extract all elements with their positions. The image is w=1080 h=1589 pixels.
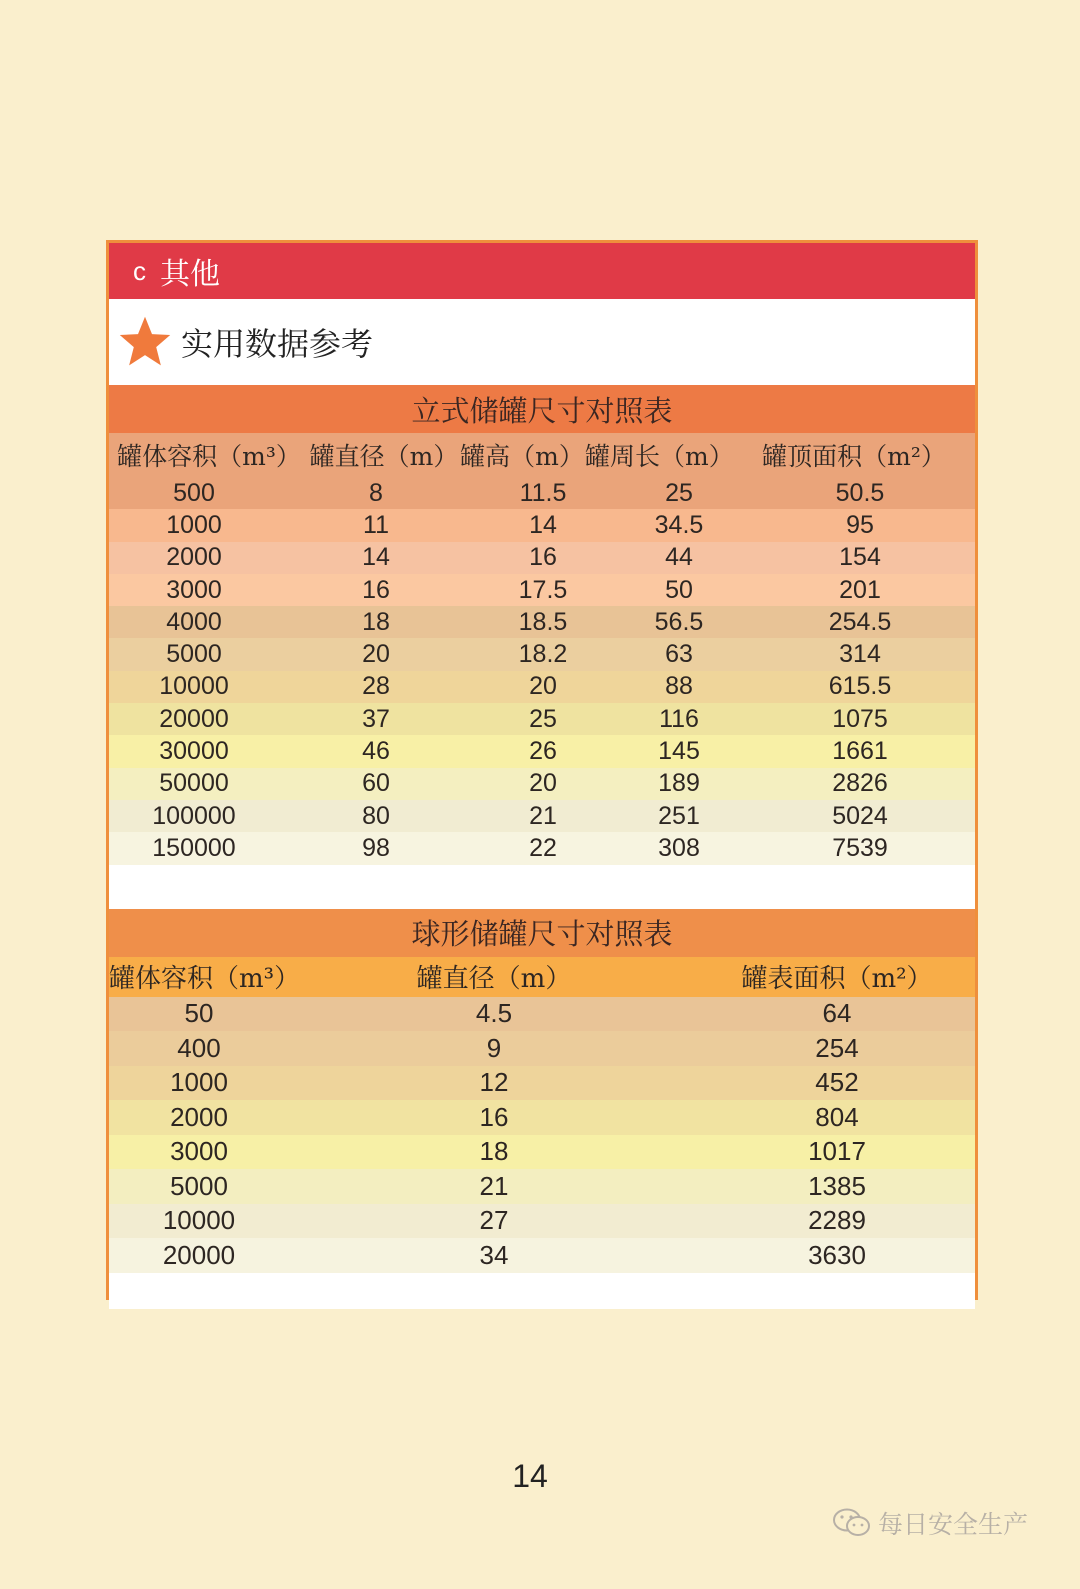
table-cell: 11.5: [519, 478, 567, 507]
table-cell: 14: [362, 543, 390, 572]
table-cell: 95: [846, 510, 874, 539]
table-cell: 21: [479, 1170, 509, 1201]
table-row: [109, 1238, 975, 1273]
table-cell: 18: [479, 1136, 509, 1167]
table-cell: 50.5: [835, 478, 885, 507]
table-cell: 154: [839, 543, 881, 572]
table-cell: 88: [665, 672, 693, 701]
table-row: [109, 832, 975, 864]
table-cell: 56.5: [654, 607, 704, 636]
table-cell: 50000: [159, 769, 229, 798]
table-cell: 254: [815, 1032, 859, 1063]
table-cell: 25: [529, 704, 557, 733]
table-row: [109, 1100, 975, 1135]
table-spacer: [109, 865, 975, 909]
table-row: [109, 606, 975, 638]
table-cell: 3000: [166, 575, 222, 604]
table-cell: 28: [362, 672, 390, 701]
table-cell: 2826: [832, 769, 888, 798]
table-cell: 5024: [832, 801, 888, 830]
table-cell: 400: [177, 1032, 221, 1063]
table-row: [109, 1169, 975, 1204]
table-cell: 8: [369, 478, 383, 507]
table-cell: 50: [184, 998, 214, 1029]
table-row: [109, 997, 975, 1032]
table-row: [109, 1204, 975, 1239]
table-cell: 314: [839, 640, 881, 669]
table-cell: 30000: [159, 737, 229, 766]
table-cell: 804: [815, 1101, 859, 1132]
watermark-text: 每日安全生产: [878, 1510, 1029, 1539]
table-cell: 308: [658, 833, 700, 862]
table-cell: 25: [665, 478, 693, 507]
table-cell: 16: [362, 575, 390, 604]
table-cell: 10000: [159, 672, 229, 701]
table-row: [109, 574, 975, 606]
section-header: [109, 243, 975, 299]
table-cell: 251: [658, 801, 700, 830]
column-header: 罐体容积（m³）: [109, 964, 301, 995]
vertical-tank-table: [109, 433, 975, 865]
wechat-icon: [832, 1507, 872, 1539]
spherical-tank-table: [109, 957, 975, 1273]
table-cell: 500: [173, 478, 215, 507]
column-header: 罐周长（m）: [585, 442, 734, 471]
page-number: 14: [512, 1458, 548, 1494]
section-title: 其他: [160, 257, 220, 292]
column-header: 罐体容积（m³）: [117, 442, 301, 471]
table-cell: 2000: [166, 543, 222, 572]
table-header-row: [109, 433, 975, 477]
table-cell: 5000: [170, 1170, 228, 1201]
table-cell: 100000: [152, 801, 236, 830]
column-header: 罐直径（m）: [309, 442, 459, 471]
table-cell: 16: [529, 543, 557, 572]
table-cell: 50: [665, 575, 693, 604]
table-cell: 11: [363, 510, 389, 539]
table-cell: 16: [479, 1101, 509, 1132]
table-row: [109, 1031, 975, 1066]
table-cell: 201: [839, 575, 881, 604]
table-cell: 12: [479, 1067, 509, 1098]
column-header: 罐表面积（m²）: [741, 964, 933, 995]
table-cell: 63: [665, 640, 693, 669]
table-cell: 2289: [808, 1205, 866, 1236]
table-cell: 1075: [832, 704, 888, 733]
table-cell: 1000: [170, 1067, 228, 1098]
table-header-row: [109, 957, 975, 997]
table1-title: 立式储罐尺寸对照表: [109, 385, 975, 433]
table-cell: 4.5: [475, 998, 513, 1029]
table-cell: 34.5: [654, 510, 704, 539]
subheading-text: 实用数据参考: [181, 325, 374, 363]
table-cell: 189: [658, 769, 700, 798]
table-row: [109, 509, 975, 541]
star-icon: [117, 314, 173, 370]
table-cell: 26: [529, 737, 557, 766]
table-row: [109, 768, 975, 800]
table-row: [109, 671, 975, 703]
table-cell: 44: [665, 543, 693, 572]
table-row: [109, 542, 975, 574]
table-cell: 34: [479, 1239, 509, 1270]
table-cell: 1000: [166, 510, 222, 539]
column-header: 罐顶面积（m²）: [762, 442, 946, 471]
table-cell: 452: [815, 1067, 859, 1098]
table-cell: 27: [479, 1205, 509, 1236]
table-cell: 20: [529, 769, 557, 798]
table-row: [109, 703, 975, 735]
table-cell: 1385: [808, 1170, 866, 1201]
table-cell: 46: [362, 737, 390, 766]
section-letter: c: [133, 255, 146, 286]
table-cell: 20: [529, 672, 557, 701]
table-row: [109, 735, 975, 767]
table-cell: 1017: [808, 1136, 866, 1167]
table-cell: 5000: [166, 640, 222, 669]
table-cell: 98: [362, 833, 390, 862]
table-spacer: [109, 1273, 975, 1309]
table-cell: 37: [362, 704, 390, 733]
content-card: [106, 240, 978, 1300]
table-cell: 615.5: [828, 672, 892, 701]
table-cell: 116: [659, 704, 699, 733]
table-cell: 9: [486, 1032, 502, 1063]
table-cell: 3000: [170, 1136, 228, 1167]
table-cell: 64: [822, 998, 852, 1029]
table-cell: 20000: [162, 1239, 236, 1270]
table-cell: 3630: [808, 1239, 866, 1270]
table-cell: 150000: [152, 833, 236, 862]
table-cell: 60: [362, 769, 390, 798]
table-row: [109, 800, 975, 832]
table-cell: 1661: [832, 737, 888, 766]
table-cell: 145: [658, 737, 700, 766]
subheading: [109, 299, 975, 385]
table-cell: 17.5: [518, 575, 568, 604]
table-cell: 80: [362, 801, 390, 830]
table-cell: 20: [362, 640, 390, 669]
table-cell: 21: [529, 801, 557, 830]
table-row: [109, 477, 975, 509]
table-cell: 18.2: [518, 640, 568, 669]
table-cell: 10000: [162, 1205, 236, 1236]
watermark: [832, 1505, 1028, 1541]
column-header: 罐直径（m）: [416, 964, 572, 995]
table-row: [109, 1066, 975, 1101]
table-cell: 22: [529, 833, 557, 862]
table-cell: 18: [362, 607, 390, 636]
table-cell: 20000: [159, 704, 229, 733]
table-cell: 14: [529, 510, 557, 539]
column-header: 罐高（m）: [460, 442, 584, 471]
table-row: [109, 638, 975, 670]
table-cell: 18.5: [518, 607, 568, 636]
table-cell: 7539: [832, 833, 888, 862]
table2-title: 球形储罐尺寸对照表: [109, 909, 975, 957]
table-cell: 2000: [170, 1101, 228, 1132]
table-cell: 254.5: [828, 607, 892, 636]
table-row: [109, 1135, 975, 1170]
table-cell: 4000: [166, 607, 222, 636]
